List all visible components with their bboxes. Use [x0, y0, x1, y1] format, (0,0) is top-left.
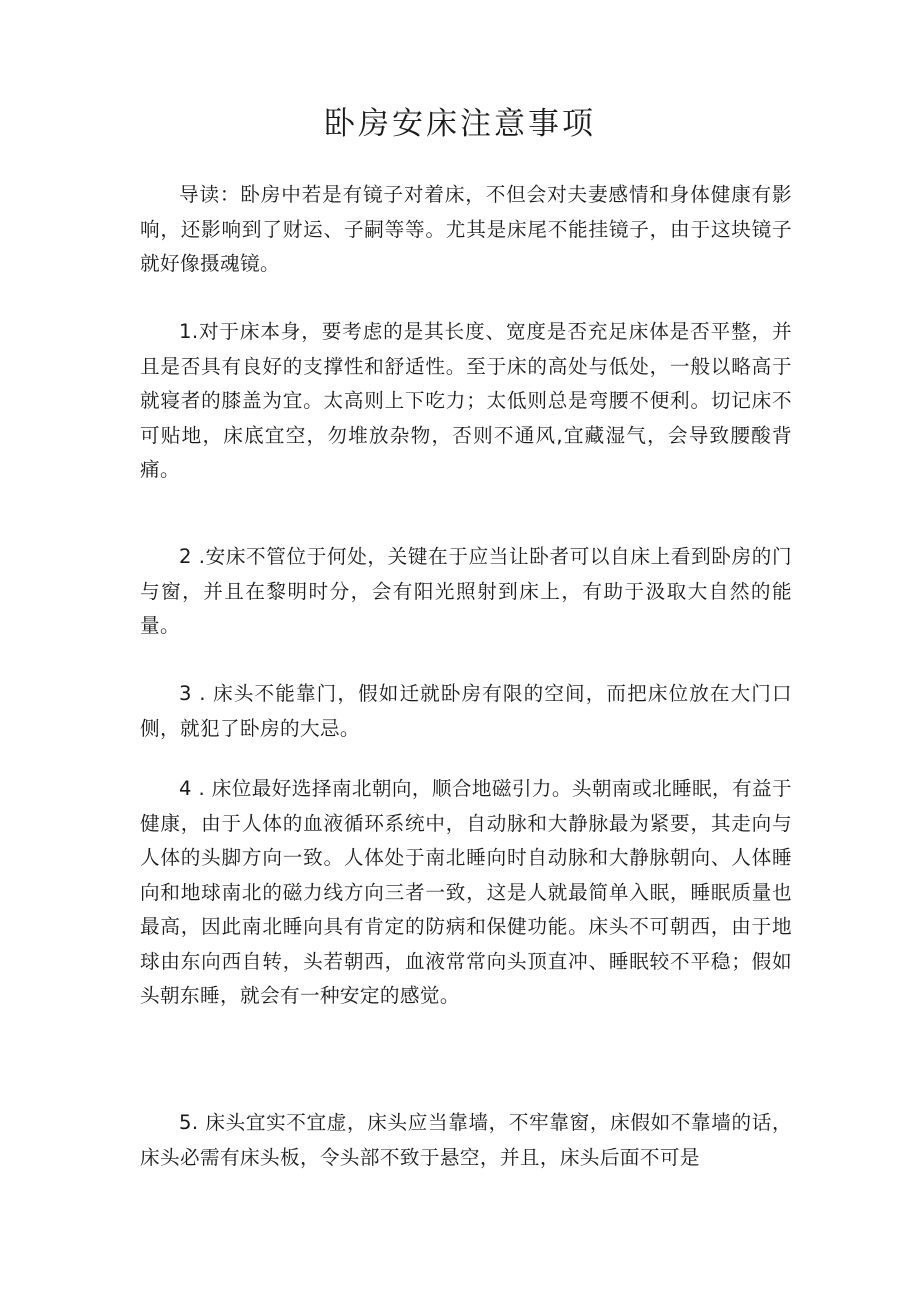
paragraph-item-1: 1.对于床本身，要考虑的是其长度、宽度是否充足床体是否平整，并且是否具有良好的支撑性和舒适性。至于床的高处与低处，一般以略高于就寝者的膝盖为宜。太高则上下吃力；太低则总是弯腰不便利。切记床不可贴地，床底宜空，勿堆放杂物，否则不通风,宜藏湿气，会导致腰酸背痛。 [140, 320, 792, 481]
paragraph-intro: 导读：卧房中若是有镜子对着床，不但会对夫妻感情和身体健康有影响，还影响到了财运、子嗣等等。尤其是床尾不能挂镜子，由于这块镜子就好像摄魂镜。 [140, 183, 792, 275]
paragraph-item-2: 2 .安床不管位于何处，关键在于应当让卧者可以自床上看到卧房的门与窗，并且在黎明时分，会有阳光照射到床上，有助于汲取大自然的能量。 [140, 545, 792, 637]
paragraph-item-3: 3 . 床头不能靠门，假如迁就卧房有限的空间，而把床位放在大门口侧，就犯了卧房的大忌。 [140, 682, 792, 740]
paragraph-item-4: 4 . 床位最好选择南北朝向，顺合地磁引力。头朝南或北睡眠，有益于健康，由于人体的血液循环系统中，自动脉和大静脉最为紧要，其走向与人体的头脚方向一致。人体处于南北睡向时自动脉和大静脉朝向、人体睡向和地球南北的磁力线方向三者一致，这是人就最简单入眠，睡眠质量也最高，因此南北睡向具有肯定的防病和保健功能。床头不可朝西，由于地球由东向西自转，头若朝西，血液常常向头顶直冲、睡眠较不平稳；假如头朝东睡，就会有一种安定的感觉。 [140, 777, 792, 1007]
paragraph-item-5: 5. 床头宜实不宜虚，床头应当靠墙，不牢靠窗，床假如不靠墙的话，床头必需有床头板，令头部不致于悬空，并且，床头后面不可是 [140, 1111, 792, 1169]
document-title: 卧房安床注意事项 [324, 106, 596, 142]
